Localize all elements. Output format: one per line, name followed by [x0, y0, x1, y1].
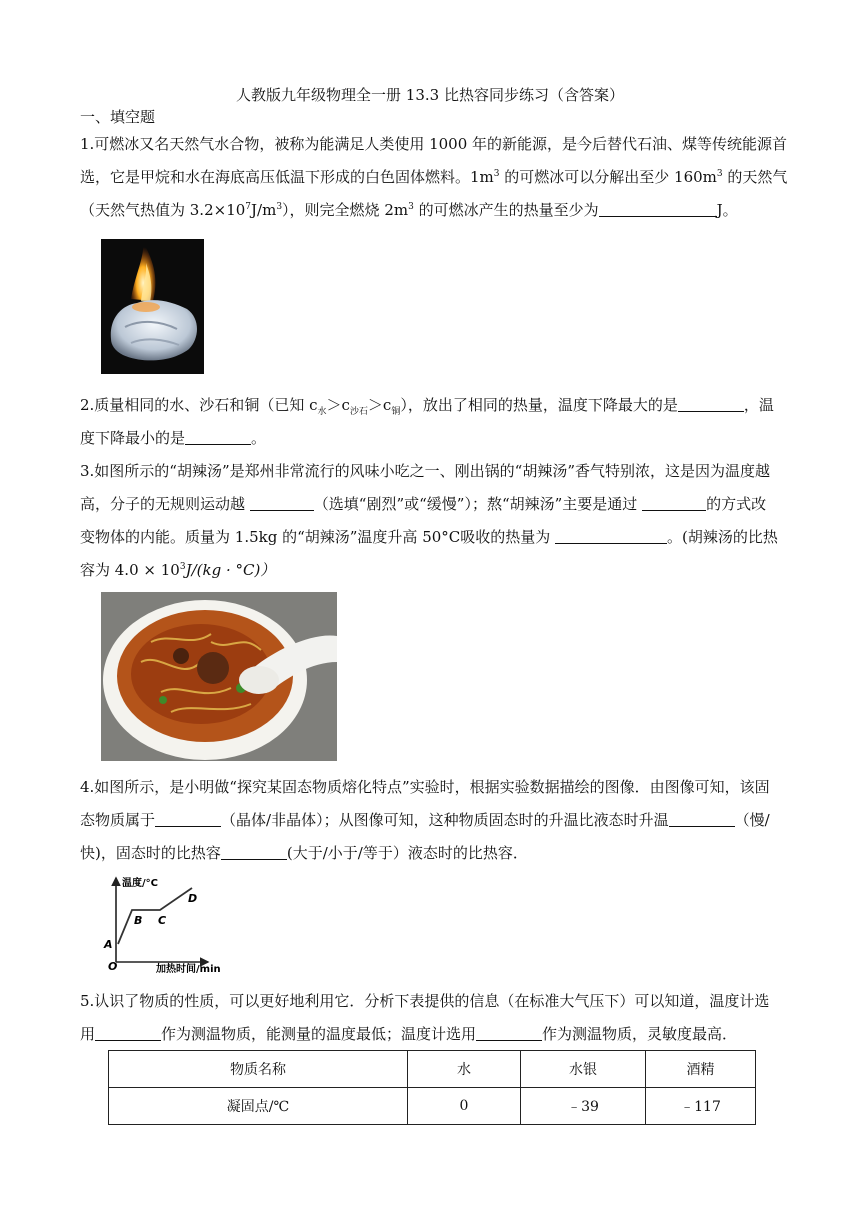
q5-line-2: 用 作为测温物质，能测量的温度最低；温度计选用 作为测温物质，灵敏度最高． [80, 1025, 738, 1043]
melting-graph [100, 874, 240, 974]
table-header-cell: 水银 [521, 1051, 646, 1088]
question-4 [80, 771, 780, 870]
answer-blank[interactable] [555, 529, 667, 544]
q1-line-1: 1.可燃冰又名天然气水合物，被称为能满足人类使用 1000 年的新能源，是今后替代石油、煤等传统能源首 [80, 135, 788, 153]
answer-blank[interactable] [250, 496, 314, 511]
temperature-curve [118, 888, 192, 944]
question-3 [80, 455, 780, 587]
table-row [109, 1088, 756, 1125]
flame-ice-photo [101, 239, 204, 374]
table-header-cell: 物质名称 [109, 1051, 408, 1088]
q3-line-2: 高，分子的无规则运动越 （选填“剧烈”或“缓慢”）；熬“胡辣汤”主要是通过 的方式改 [80, 495, 767, 513]
q2-line-2: 度下降最小的是 。 [80, 429, 267, 447]
origin-label: O [108, 960, 118, 973]
q1-line-2: 选，它是甲烷和水在海底高压低温下形成的白色固体燃料。$1m^3$ 的可燃冰可以分解出至少 $160m^3$ 的天然气 [80, 168, 788, 186]
answer-blank[interactable] [669, 812, 735, 827]
q4-line-3: 快)，固态时的比热容 (大于/小于/等于）液态时的比热容． [80, 844, 528, 862]
y-axis-label: 温度/°C [122, 878, 158, 889]
answer-blank[interactable] [642, 496, 706, 511]
table-row-label: 凝固点/℃ [109, 1088, 408, 1125]
q3-line-1: 3.如图所示的“胡辣汤”是郑州非常流行的风味小吃之一、刚出锅的“胡辣汤”香气特别浓，这是因为温度越 [80, 462, 770, 480]
q5-line-1: 5.认识了物质的性质，可以更好地利用它．分析下表提供的信息（在标准大气压下）可以知道，温度计选 [80, 992, 770, 1010]
answer-blank[interactable] [155, 812, 221, 827]
table-cell: 0 [408, 1088, 521, 1125]
answer-blank[interactable] [221, 845, 287, 860]
answer-blank[interactable] [678, 397, 744, 412]
question-1 [80, 128, 788, 227]
q2-line-1: 2.质量相同的水、沙石和铜（已知 $c_水>c_{沙石}>c_铜$），放出了相同的热量，温度下降最大的是 ，温 [80, 396, 774, 417]
q3-line-3: 变物体的内能。质量为 1.5kg 的“胡辣汤”温度升高 50°C吸收的热量为 。(胡辣汤的比热 [80, 528, 778, 546]
document-title: 人教版九年级物理全一册 13.3 比热容同步练习（含答案） [236, 86, 624, 104]
q4-line-1: 4.如图所示，是小明做“探究某固态物质熔化特点”实验时，根据实验数据描绘的图像．由图像可知，该固 [80, 778, 770, 796]
answer-blank[interactable] [476, 1026, 542, 1041]
table-header-cell: 酒精 [646, 1051, 756, 1088]
table-header-cell: 水 [408, 1051, 521, 1088]
answer-blank[interactable] [185, 430, 251, 445]
table-cell: ﹣39 [521, 1088, 646, 1125]
q1-line-3: （天然气热值为 $3.2\times 10^7J/m^3$），则完全燃烧 $2m^3$ 的可燃冰产生的热量至少为 J。 [80, 201, 738, 219]
point-d-label: D [188, 892, 198, 905]
freezing-point-table [108, 1050, 756, 1125]
point-b-label: B [134, 914, 143, 927]
x-axis-label: 加热时间/min [156, 964, 221, 975]
q4-line-2: 态物质属于 （晶体/非晶体）；从图像可知，这种物质固态时的升温比液态时升温 （慢/ [80, 811, 770, 829]
q3-line-4: 容为 $4.0 \times 10^3J/(kg \cdot ^\circ C)$） [80, 561, 276, 579]
answer-blank[interactable] [599, 202, 717, 217]
answer-blank[interactable] [95, 1026, 161, 1041]
section-heading: 一、填空题 [80, 108, 156, 126]
point-a-label: A [104, 938, 113, 951]
point-c-label: C [158, 914, 167, 927]
question-2 [80, 389, 780, 455]
question-5 [80, 985, 780, 1051]
table-header-row [109, 1051, 756, 1088]
table-cell: ﹣117 [646, 1088, 756, 1125]
hot-spicy-soup-photo [101, 592, 337, 761]
